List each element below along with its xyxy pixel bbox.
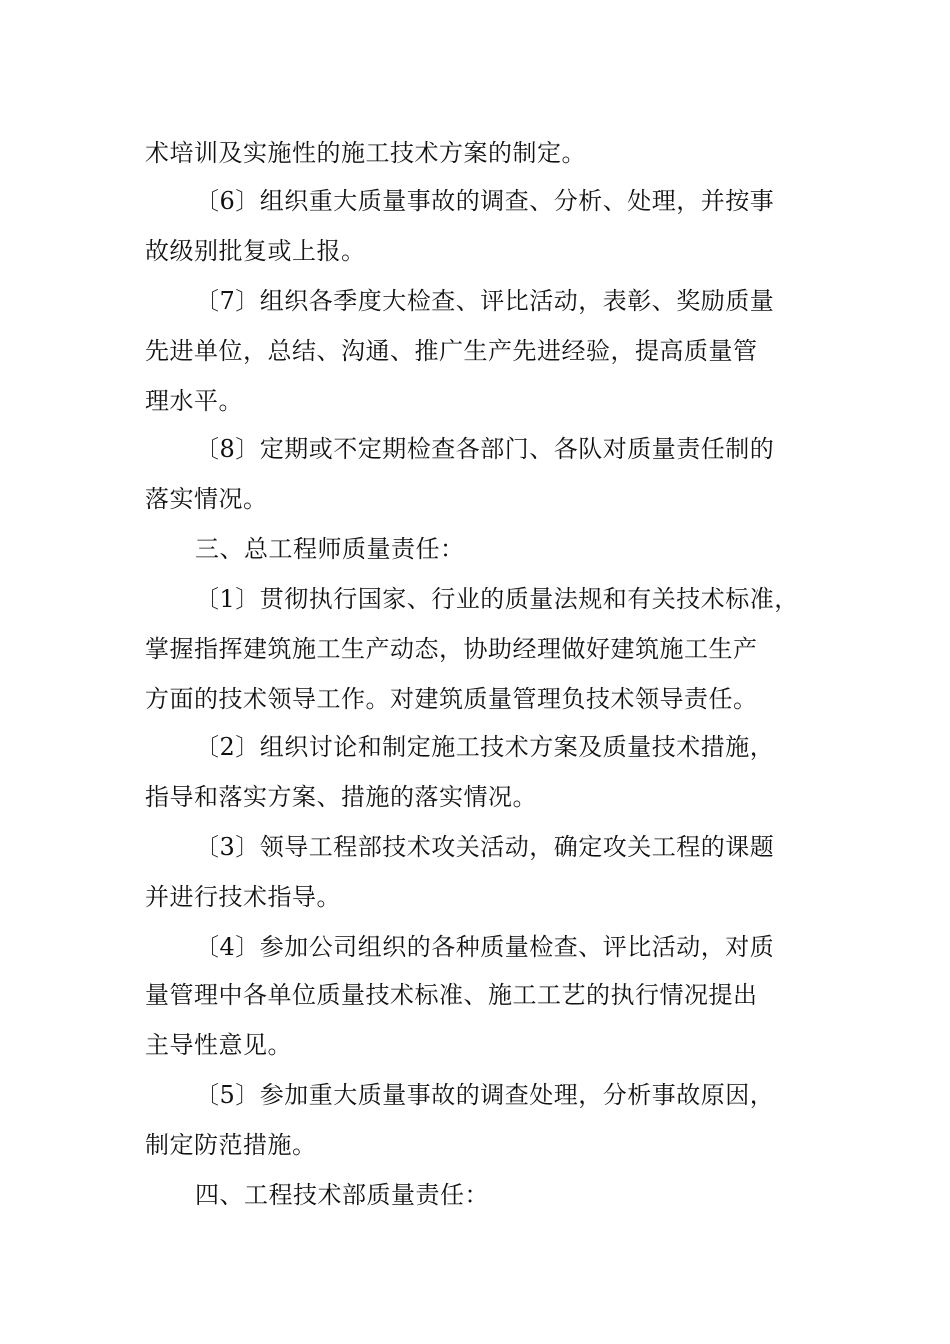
text-line: 术培训及实施性的施工技术方案的制定。	[145, 139, 586, 167]
text-line: 主导性意见。	[145, 1031, 292, 1059]
text-line: 〔3〕领导工程部技术攻关活动，确定攻关工程的课题	[195, 833, 775, 861]
text-line: 制定防范措施。	[145, 1131, 317, 1159]
text-line: 方面的技术领导工作。对建筑质量管理负技术领导责任。	[145, 685, 758, 713]
text-line: 量管理中各单位质量技术标准、施工工艺的执行情况提出	[145, 981, 758, 1009]
text-line: 〔2〕组织讨论和制定施工技术方案及质量技术措施，	[195, 733, 775, 761]
text-line: 掌握指挥建筑施工生产动态，协助经理做好建筑施工生产	[145, 635, 758, 663]
text-line: 并进行技术指导。	[145, 883, 341, 911]
text-line: 〔5〕参加重大质量事故的调查处理，分析事故原因，	[195, 1081, 775, 1109]
text-line: 落实情况。	[145, 485, 268, 513]
text-line: 〔6〕组织重大质量事故的调查、分析、处理，并按事	[195, 187, 775, 215]
text-line: 〔1〕贯彻执行国家、行业的质量法规和有关技术标准，	[195, 585, 799, 613]
section-heading: 三、总工程师质量责任：	[195, 535, 465, 563]
text-line: 〔8〕定期或不定期检查各部门、各队对质量责任制的	[195, 435, 775, 463]
text-line: 〔7〕组织各季度大检查、评比活动，表彰、奖励质量	[195, 287, 775, 315]
text-line: 〔4〕参加公司组织的各种质量检查、评比活动，对质	[195, 933, 775, 961]
text-line: 故级别批复或上报。	[145, 237, 366, 265]
text-line: 理水平。	[145, 387, 243, 415]
section-heading: 四、工程技术部质量责任：	[195, 1181, 489, 1209]
text-line: 先进单位，总结、沟通、推广生产先进经验，提高质量管	[145, 337, 758, 365]
text-line: 指导和落实方案、措施的落实情况。	[145, 783, 537, 811]
